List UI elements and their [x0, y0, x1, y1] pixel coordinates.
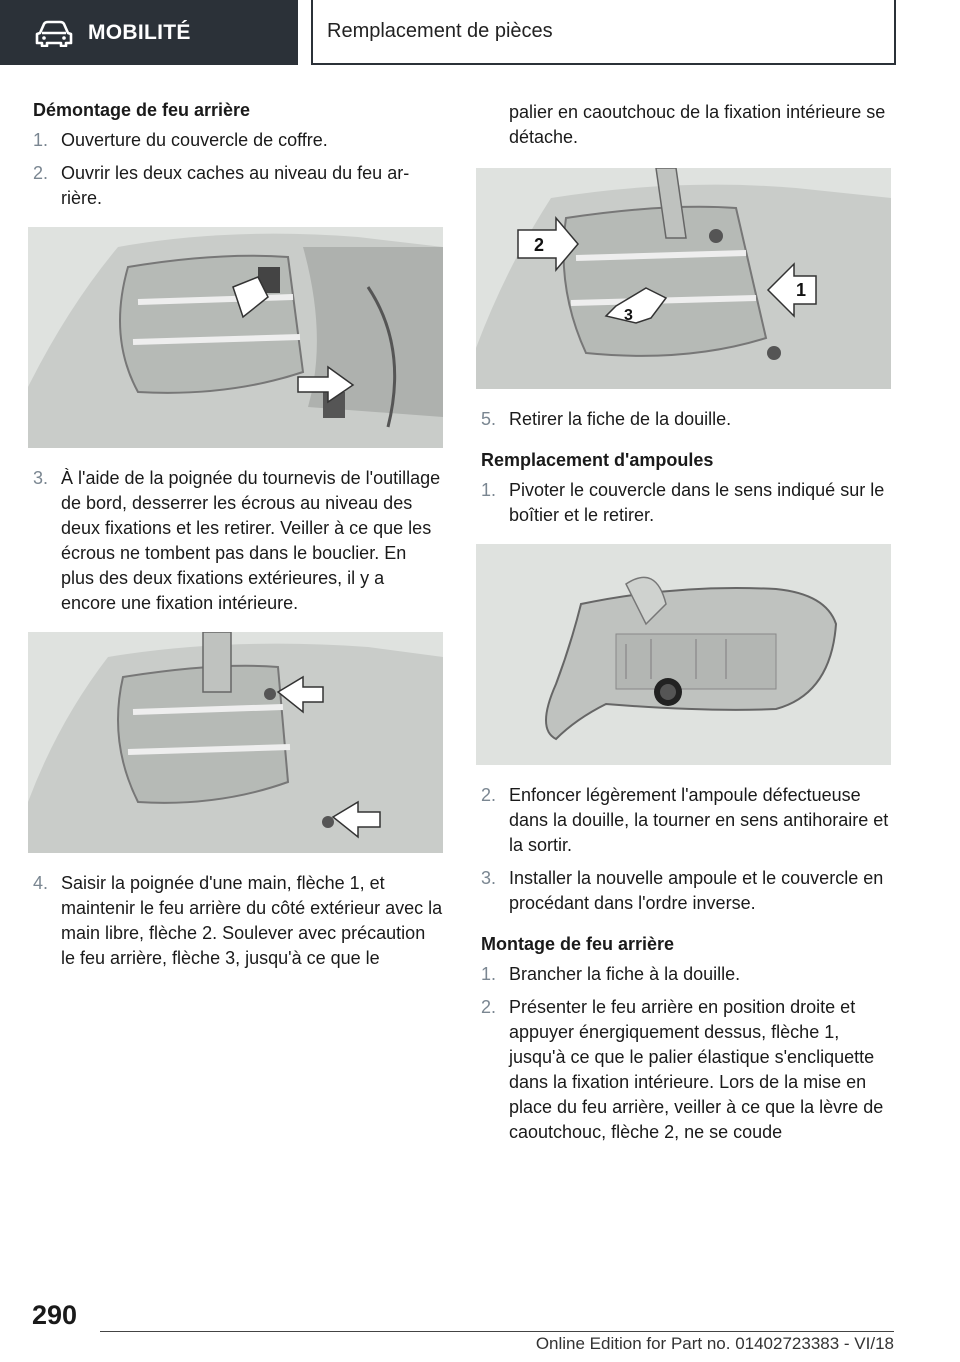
arrow-label-3: 3 [624, 307, 633, 324]
figure-tail-light-lift [476, 168, 891, 389]
list-item [476, 962, 891, 987]
figure-tail-light-fixings [28, 632, 443, 853]
chapter-header [311, 0, 896, 65]
list-item [28, 128, 443, 153]
step-text: Pivoter le couvercle dans le sens indiqué sur le boîtier et le retirer. [509, 480, 885, 525]
list-item [28, 161, 443, 211]
step-number: 3. [481, 868, 497, 888]
footer-divider [100, 1331, 894, 1332]
list-item [476, 995, 891, 1145]
heading-removal: Démontage de feu arrière [33, 100, 251, 120]
step-text: À l'aide de la poignée du tournevis de l'outillage de bord, desserrer les écrous au niveau des deux fixations et les retirer. Veiller à ce que les écrous ne tombent pas dans le bouclier. En plus des deux fixations extérieures, il y a encore une fixation intérieure. [61, 468, 441, 613]
list-item [28, 871, 443, 971]
step-number: 1. [481, 480, 497, 500]
section-tab [0, 0, 298, 65]
step-text: Retirer la fiche de la douille. [509, 409, 732, 429]
car-icon [34, 19, 74, 47]
step-number: 3. [33, 468, 49, 488]
step-number: 2. [33, 163, 49, 183]
removal-steps-a [28, 128, 443, 211]
removal-steps-c [28, 871, 443, 971]
list-item [476, 783, 891, 858]
heading-bulb-replacement: Remplacement d'ampoules [481, 450, 714, 470]
section-title: MOBILITÉ [88, 20, 191, 44]
figure-lamp-housing [476, 544, 891, 765]
heading-mounting: Montage de feu arrière [481, 934, 675, 954]
step-number: 5. [481, 409, 497, 429]
step-number: 1. [481, 964, 497, 984]
continuation-text: palier en caoutchouc de la fixation intérieure se détache. [509, 102, 886, 147]
step-text: Installer la nouvelle ampoule et le couvercle en procédant dans l'ordre inverse. [509, 868, 884, 913]
chapter-title: Remplacement de pièces [327, 20, 553, 42]
step-text: Enfoncer légèrement l'ampoule défectueuse dans la douille, la tourner en sens antihoraire et la sortir. [509, 785, 889, 855]
right-column [476, 100, 891, 1153]
step-number: 2. [481, 997, 497, 1017]
figure-tail-light-covers [28, 227, 443, 448]
step-number: 4. [33, 873, 49, 893]
mount-steps [476, 962, 891, 1145]
edition-note: Online Edition for Part no. 01402723383 - VI/18 [535, 1334, 894, 1353]
step-number: 2. [481, 785, 497, 805]
bulb-steps-a [476, 478, 891, 528]
step-text: Présenter le feu arrière en position droite et appuyer énergiquement dessus, flèche 1, jusqu'à ce que le palier élastique s'encliquette dans la fixation intérieure. Lors de la mise en place du feu arrière, veiller à ce que la lèvre de caoutchouc, flèche 2, ne se coude [509, 997, 884, 1142]
step-text: Ouvrir les deux caches au niveau du feu arrière. [61, 163, 410, 208]
list-item [28, 466, 443, 616]
removal-steps-d [476, 407, 891, 432]
arrow-label-2: 2 [534, 235, 545, 255]
bulb-steps-b [476, 783, 891, 916]
removal-steps-b [28, 466, 443, 616]
left-column [28, 100, 443, 979]
step-number: 1. [33, 130, 49, 150]
step-text: Brancher la fiche à la douille. [509, 964, 741, 984]
arrow-label-1: 1 [796, 280, 807, 300]
step-text: Ouverture du couvercle de coffre. [61, 130, 328, 150]
page-number: 290 [32, 1300, 78, 1330]
list-item [476, 478, 891, 528]
step-text: Saisir la poignée d'une main, flèche 1, et maintenir le feu arrière du côté extérieur avec la main libre, flèche 2. Soulever avec précaution le feu arrière, flèche 3, jusqu'à ce que le [61, 873, 443, 968]
list-item [476, 866, 891, 916]
list-item [476, 407, 891, 432]
